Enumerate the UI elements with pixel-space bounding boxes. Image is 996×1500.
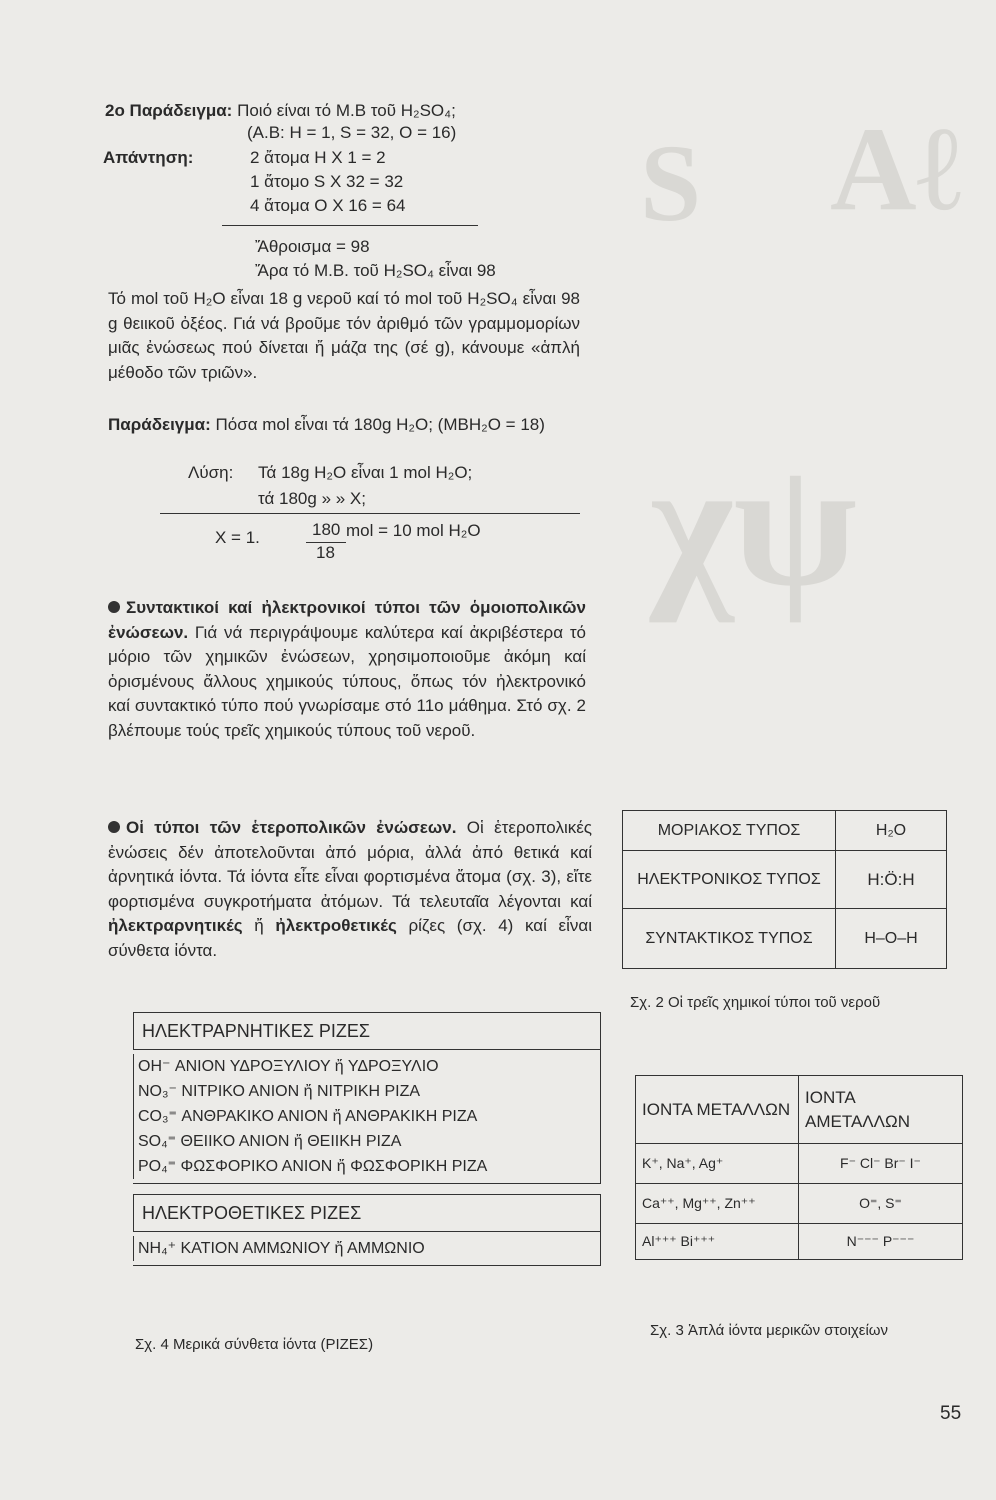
bold-term: ἠλεκτροθετικές xyxy=(275,916,397,935)
table-header: ΗΛΕΚΤΡΟΘΕΤΙΚΕΣ ΡΙΖΕΣ xyxy=(133,1194,601,1232)
table-header: ΗΛΕΚΤΡΑΡΝΗΤΙΚΕΣ ΡΙΖΕΣ xyxy=(133,1012,601,1050)
calc-line: 1 ἄτομο S X 32 = 32 xyxy=(250,172,404,191)
table-cell: H–O–H xyxy=(836,909,947,969)
bold-term: ἠλεκτραρνητικές xyxy=(108,916,243,935)
table-header: ΙΟΝΤΑ ΑΜΕΤΑΛΛΩΝ xyxy=(799,1076,963,1144)
fraction-denominator: 18 xyxy=(316,543,335,562)
section-covalent-formulas xyxy=(108,596,586,743)
solution-label: Λύση: xyxy=(188,463,234,482)
calc-line: 4 ἄτομα O X 16 = 64 xyxy=(250,196,406,215)
bleed-through-mark: χψ xyxy=(650,424,857,623)
list-item: OH⁻ ΑΝΙΟΝ ΥΔΡΟΞΥΛΙΟΥ ἤ ΥΔΡΟΞΥΛΙΟ xyxy=(133,1054,600,1079)
atomic-weights: (Α.Β: H = 1, S = 32, O = 16) xyxy=(247,123,457,142)
table-cell: F⁻ Cl⁻ Br⁻ I⁻ xyxy=(799,1144,963,1184)
sum-rule xyxy=(222,225,478,226)
negative-radicals-list xyxy=(133,1050,601,1184)
table-header: ΙΟΝΤΑ ΜΕΤΑΛΛΩΝ xyxy=(636,1076,799,1144)
conjunction: ἤ xyxy=(254,916,264,935)
solution-line: τά 180g » » X; xyxy=(258,489,366,508)
figure-caption: Σχ. 2 Οἱ τρεῖς χημικοί τύποι τοῦ νεροῦ xyxy=(630,994,881,1011)
bleed-through-mark: S xyxy=(640,122,702,244)
example-label: 2ο Παράδειγμα: xyxy=(105,101,233,120)
example-question: Ποιό είναι τό Μ.Β τοῦ H₂SO₄; xyxy=(237,101,456,120)
table-cell: H:Ö:H xyxy=(836,851,947,909)
example-question: Πόσα mol εἶναι τά 180g H₂O; (ΜΒH₂O = 18) xyxy=(215,415,545,434)
section-body: ρίζες (σχ. 4) καί εἶναι σύνθετα ἰόντα. xyxy=(108,916,592,960)
table-cell: ΣΥΝΤΑΚΤΙΚΟΣ ΤΥΠΟΣ xyxy=(623,909,836,969)
section-body: Οἱ ἑτεροπολικές ἐνώσεις δέν ἀποτελοῦνται ἀπό μόρια, ἀλλά ἀπό θετικά καί ἀρνητικά ἰόντα. Τά ἰόντα εἶτε εἶναι φορτισμένα ἄτομα (σχ. 3), εἴτε φορτισμένα συγκροτήματα ἀτόμων. Τά τελευταῖα λέγονται καί xyxy=(108,818,592,911)
section-ionic-formulas xyxy=(108,816,592,963)
bleed-through-mark: Aℓ xyxy=(830,102,962,235)
simple-ions-table xyxy=(635,1075,963,1260)
mol-paragraph: Τό mol τοῦ H₂O εἶναι 18 g νεροῦ καί τό mol τοῦ H₂SO₄ εἶναι 98 g θειικοῦ ὀξέος. Γιά νά βροῦμε τόν ἀριθμό τῶν γραμμομορίων μιᾶς ἐνώσεως πού δίνεται ἤ μάζα της (σέ g), κάνουμε «ἁπλή μέθοδο τῶν τριῶν». xyxy=(108,289,580,382)
positive-radicals-list xyxy=(133,1232,601,1266)
table-cell: N⁻⁻⁻ P⁻⁻⁻ xyxy=(799,1224,963,1260)
table-cell: ΜΟΡΙΑΚΟΣ ΤΥΠΟΣ xyxy=(623,811,836,851)
list-item: NO₃⁻ ΝΙΤΡΙΚΟ ΑΝΙΟΝ ἤ ΝΙΤΡΙΚΗ ΡΙΖΑ xyxy=(133,1079,600,1104)
list-item: NH₄⁺ ΚΑΤΙΟΝ ΑΜΜΩΝΙΟΥ ἤ ΑΜΜΩΝΙΟ xyxy=(133,1236,600,1261)
solution-rule xyxy=(160,513,580,514)
section-title: Οἱ τύποι τῶν ἑτεροπολικῶν ἐνώσεων. xyxy=(126,818,457,837)
figure-caption: Σχ. 3 Ἁπλά ἰόντα μερικῶν στοιχείων xyxy=(650,1322,889,1339)
table-cell: Ca⁺⁺, Mg⁺⁺, Zn⁺⁺ xyxy=(636,1184,799,1224)
page-number: 55 xyxy=(940,1403,962,1424)
list-item: CO₃⁼ ΑΝΘΡΑΚΙΚΟ ΑΝΙΟΝ ἤ ΑΝΘΡΑΚΙΚΗ ΡΙΖΑ xyxy=(133,1104,600,1129)
bullet-icon xyxy=(108,601,120,613)
table-cell: H₂O xyxy=(836,811,947,851)
table-cell: Al⁺⁺⁺ Bi⁺⁺⁺ xyxy=(636,1224,799,1260)
section-body: Γιά νά περιγράψουμε καλύτερα καί ἀκριβέστερα τό μόριο τῶν χημικῶν ἐνώσεων, χρησιμοποιοῦμε ἀκόμη καί ὁρισμένους ἄλλους χημικούς τύπους, ὅπως τόν ἠλεκτρονικό καί συντακτικό τύπο πού γνωρίσαμε στό 11ο μάθημα. Στό σχ. 2 βλέπουμε τούς τρεῖς χημικούς τύπους τοῦ νεροῦ. xyxy=(108,622,586,740)
answer-label: Απάντηση: xyxy=(103,148,194,167)
figure-caption: Σχ. 4 Μερικά σύνθετα ἰόντα (ΡΙΖΕΣ) xyxy=(135,1336,374,1353)
table-cell: K⁺, Na⁺, Ag⁺ xyxy=(636,1144,799,1184)
x-prefix: X = 1. xyxy=(215,528,260,547)
sum-line: Ἄθροισμα = 98 xyxy=(255,237,370,256)
list-item: PO₄⁼ ΦΩΣΦΟΡΙΚΟ ΑΝΙΟΝ ἤ ΦΩΣΦΟΡΙΚΗ ΡΙΖΑ xyxy=(133,1154,600,1179)
result-line: Ἄρα τό Μ.Β. τοῦ H₂SO₄ εἶναι 98 xyxy=(255,261,496,280)
table-cell: ΗΛΕΚΤΡΟΝΙΚΟΣ ΤΥΠΟΣ xyxy=(623,851,836,909)
calc-line: 2 ἄτομα H X 1 = 2 xyxy=(250,148,386,167)
bullet-icon xyxy=(108,821,120,833)
fraction-numerator: 180 xyxy=(312,520,341,539)
table-cell: O⁼, S⁼ xyxy=(799,1184,963,1224)
section-title: Συντακτικοί καί ἠλεκτρονικοί τύποι τῶν ὁμοιοπολικῶν ἐνώσεων. xyxy=(108,598,586,642)
water-formulas-table xyxy=(622,810,947,969)
radicals-table xyxy=(133,1012,601,1266)
x-suffix: mol = 10 mol H₂O xyxy=(346,521,481,540)
solution-line: Τά 18g H₂O εἶναι 1 mol H₂O; xyxy=(258,463,473,482)
list-item: SO₄⁼ ΘΕΙΙΚΟ ΑΝΙΟΝ ἤ ΘΕΙΙΚΗ ΡΙΖΑ xyxy=(133,1129,600,1154)
example-label: Παράδειγμα: xyxy=(108,415,211,434)
